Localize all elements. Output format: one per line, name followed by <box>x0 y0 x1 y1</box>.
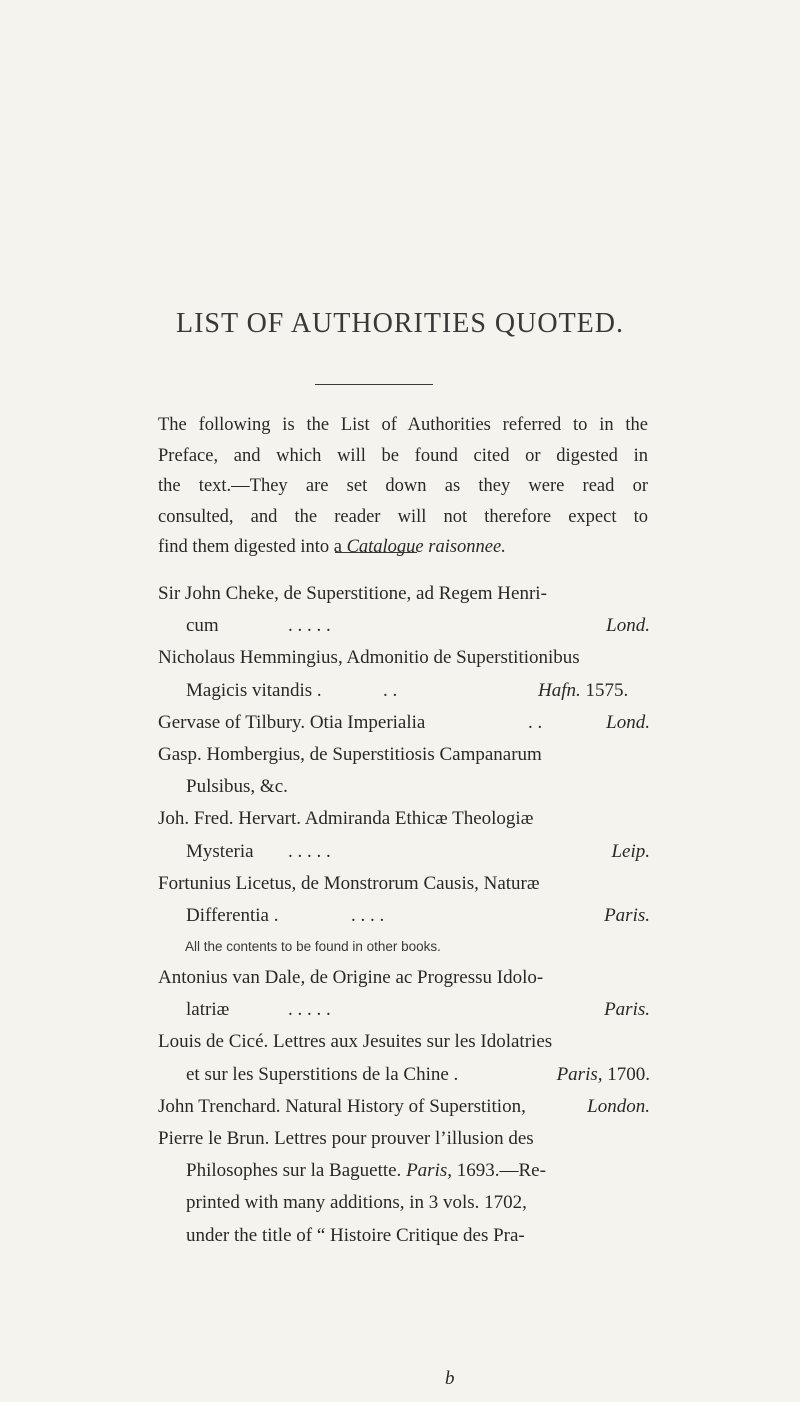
entry-line: Pierre le Brun. Lettres pour prouver l’illusion des <box>158 1128 534 1149</box>
preface-paragraph <box>158 410 648 563</box>
title-divider <box>315 384 433 385</box>
entry-line: Pulsibus, &c. <box>186 776 288 798</box>
page-title: LIST OF AUTHORITIES QUOTED. <box>175 308 625 339</box>
preface-line: consulted, and the reader will not therefore expect to <box>158 506 648 527</box>
entry-line: Nicholaus Hemmingius, Admonitio de Superstitionibus <box>158 647 580 669</box>
leader-dots: . . . . . <box>288 999 331 1021</box>
entry-place: Lond. <box>606 615 650 637</box>
entry-line: Gasp. Hombergius, de Superstitiosis Campanarum <box>158 743 542 765</box>
preface-italic: Catalogue raisonnee. <box>346 537 506 557</box>
leader-dots: . . <box>383 679 398 701</box>
entry-line: Antonius van Dale, de Origine ac Progressu Idolo- <box>158 967 544 989</box>
entry-text: Magicis vitandis . <box>186 679 322 701</box>
preface-line: Preface, and which will be found cited or digested in <box>158 445 648 466</box>
entry-place: Hafn. <box>538 679 581 701</box>
entry-place: Leip. <box>611 840 650 862</box>
entry-line <box>158 675 650 707</box>
entry-line: Fortunius Licetus, de Monstrorum Causis, Naturæ <box>158 872 540 894</box>
entry-text: Philosophes sur la Baguette. <box>186 1160 402 1182</box>
signature-mark: b <box>445 1368 455 1389</box>
section-divider <box>335 552 417 553</box>
entry-note: All the contents to be found in other books. <box>185 939 441 955</box>
leader-dots: . . <box>528 711 543 733</box>
entry-year: 1700. <box>607 1063 650 1085</box>
entry-line <box>158 1155 650 1187</box>
entry-line <box>158 1091 650 1123</box>
entry-text: 1693.—Re- <box>456 1160 546 1182</box>
entry-imprint <box>538 675 628 707</box>
entry-text: Gervase of Tilbury. Otia Imperialia <box>158 711 426 733</box>
entry-text: cum <box>186 615 219 637</box>
entry-text: Mysteria <box>186 840 254 862</box>
entry-year: 1575. <box>585 679 629 701</box>
entry-text: latriæ <box>186 999 230 1021</box>
entry-place: Paris. <box>604 904 650 926</box>
leader-dots: . . . . . <box>288 840 331 862</box>
leader-dots: . . . . <box>351 904 385 926</box>
entry-place: London. <box>587 1095 650 1117</box>
entry-line: Louis de Cicé. Lettres aux Jesuites sur les Idolatries <box>158 1031 553 1053</box>
entry-line: printed with many additions, in 3 vols. 1702, <box>186 1192 527 1214</box>
entry-line: under the title of “ Histoire Critique des Pra- <box>186 1224 525 1246</box>
preface-line: the text.—They are set down as they were read or <box>158 476 648 496</box>
entry-place: Paris, <box>556 1063 603 1085</box>
preface-text: find them digested into a <box>158 537 347 557</box>
entry-text: Differentia . <box>186 904 279 926</box>
entry-line <box>158 836 650 868</box>
preface-line: The following is the List of Authorities referred to in the <box>158 415 648 435</box>
authorities-list <box>158 578 650 1252</box>
leader-dots: . . . . . <box>288 615 331 637</box>
entry-line: Joh. Fred. Hervart. Admiranda Ethicæ Theologiæ <box>158 808 534 830</box>
entry-line: Sir John Cheke, de Superstitione, ad Regem Henri- <box>158 583 547 604</box>
entry-line <box>158 610 650 642</box>
entry-text: John Trenchard. Natural History of Superstition, <box>158 1095 526 1117</box>
entry-line <box>158 707 650 739</box>
entry-imprint <box>557 1059 650 1091</box>
preface-line <box>158 532 648 563</box>
entry-place: Paris. <box>604 999 650 1021</box>
entry-line <box>158 994 650 1026</box>
entry-place: Paris, <box>406 1160 452 1182</box>
entry-line <box>158 1059 650 1091</box>
entry-place: Lond. <box>606 711 650 733</box>
entry-text: et sur les Superstitions de la Chine . <box>186 1063 459 1085</box>
entry-line <box>158 900 650 932</box>
